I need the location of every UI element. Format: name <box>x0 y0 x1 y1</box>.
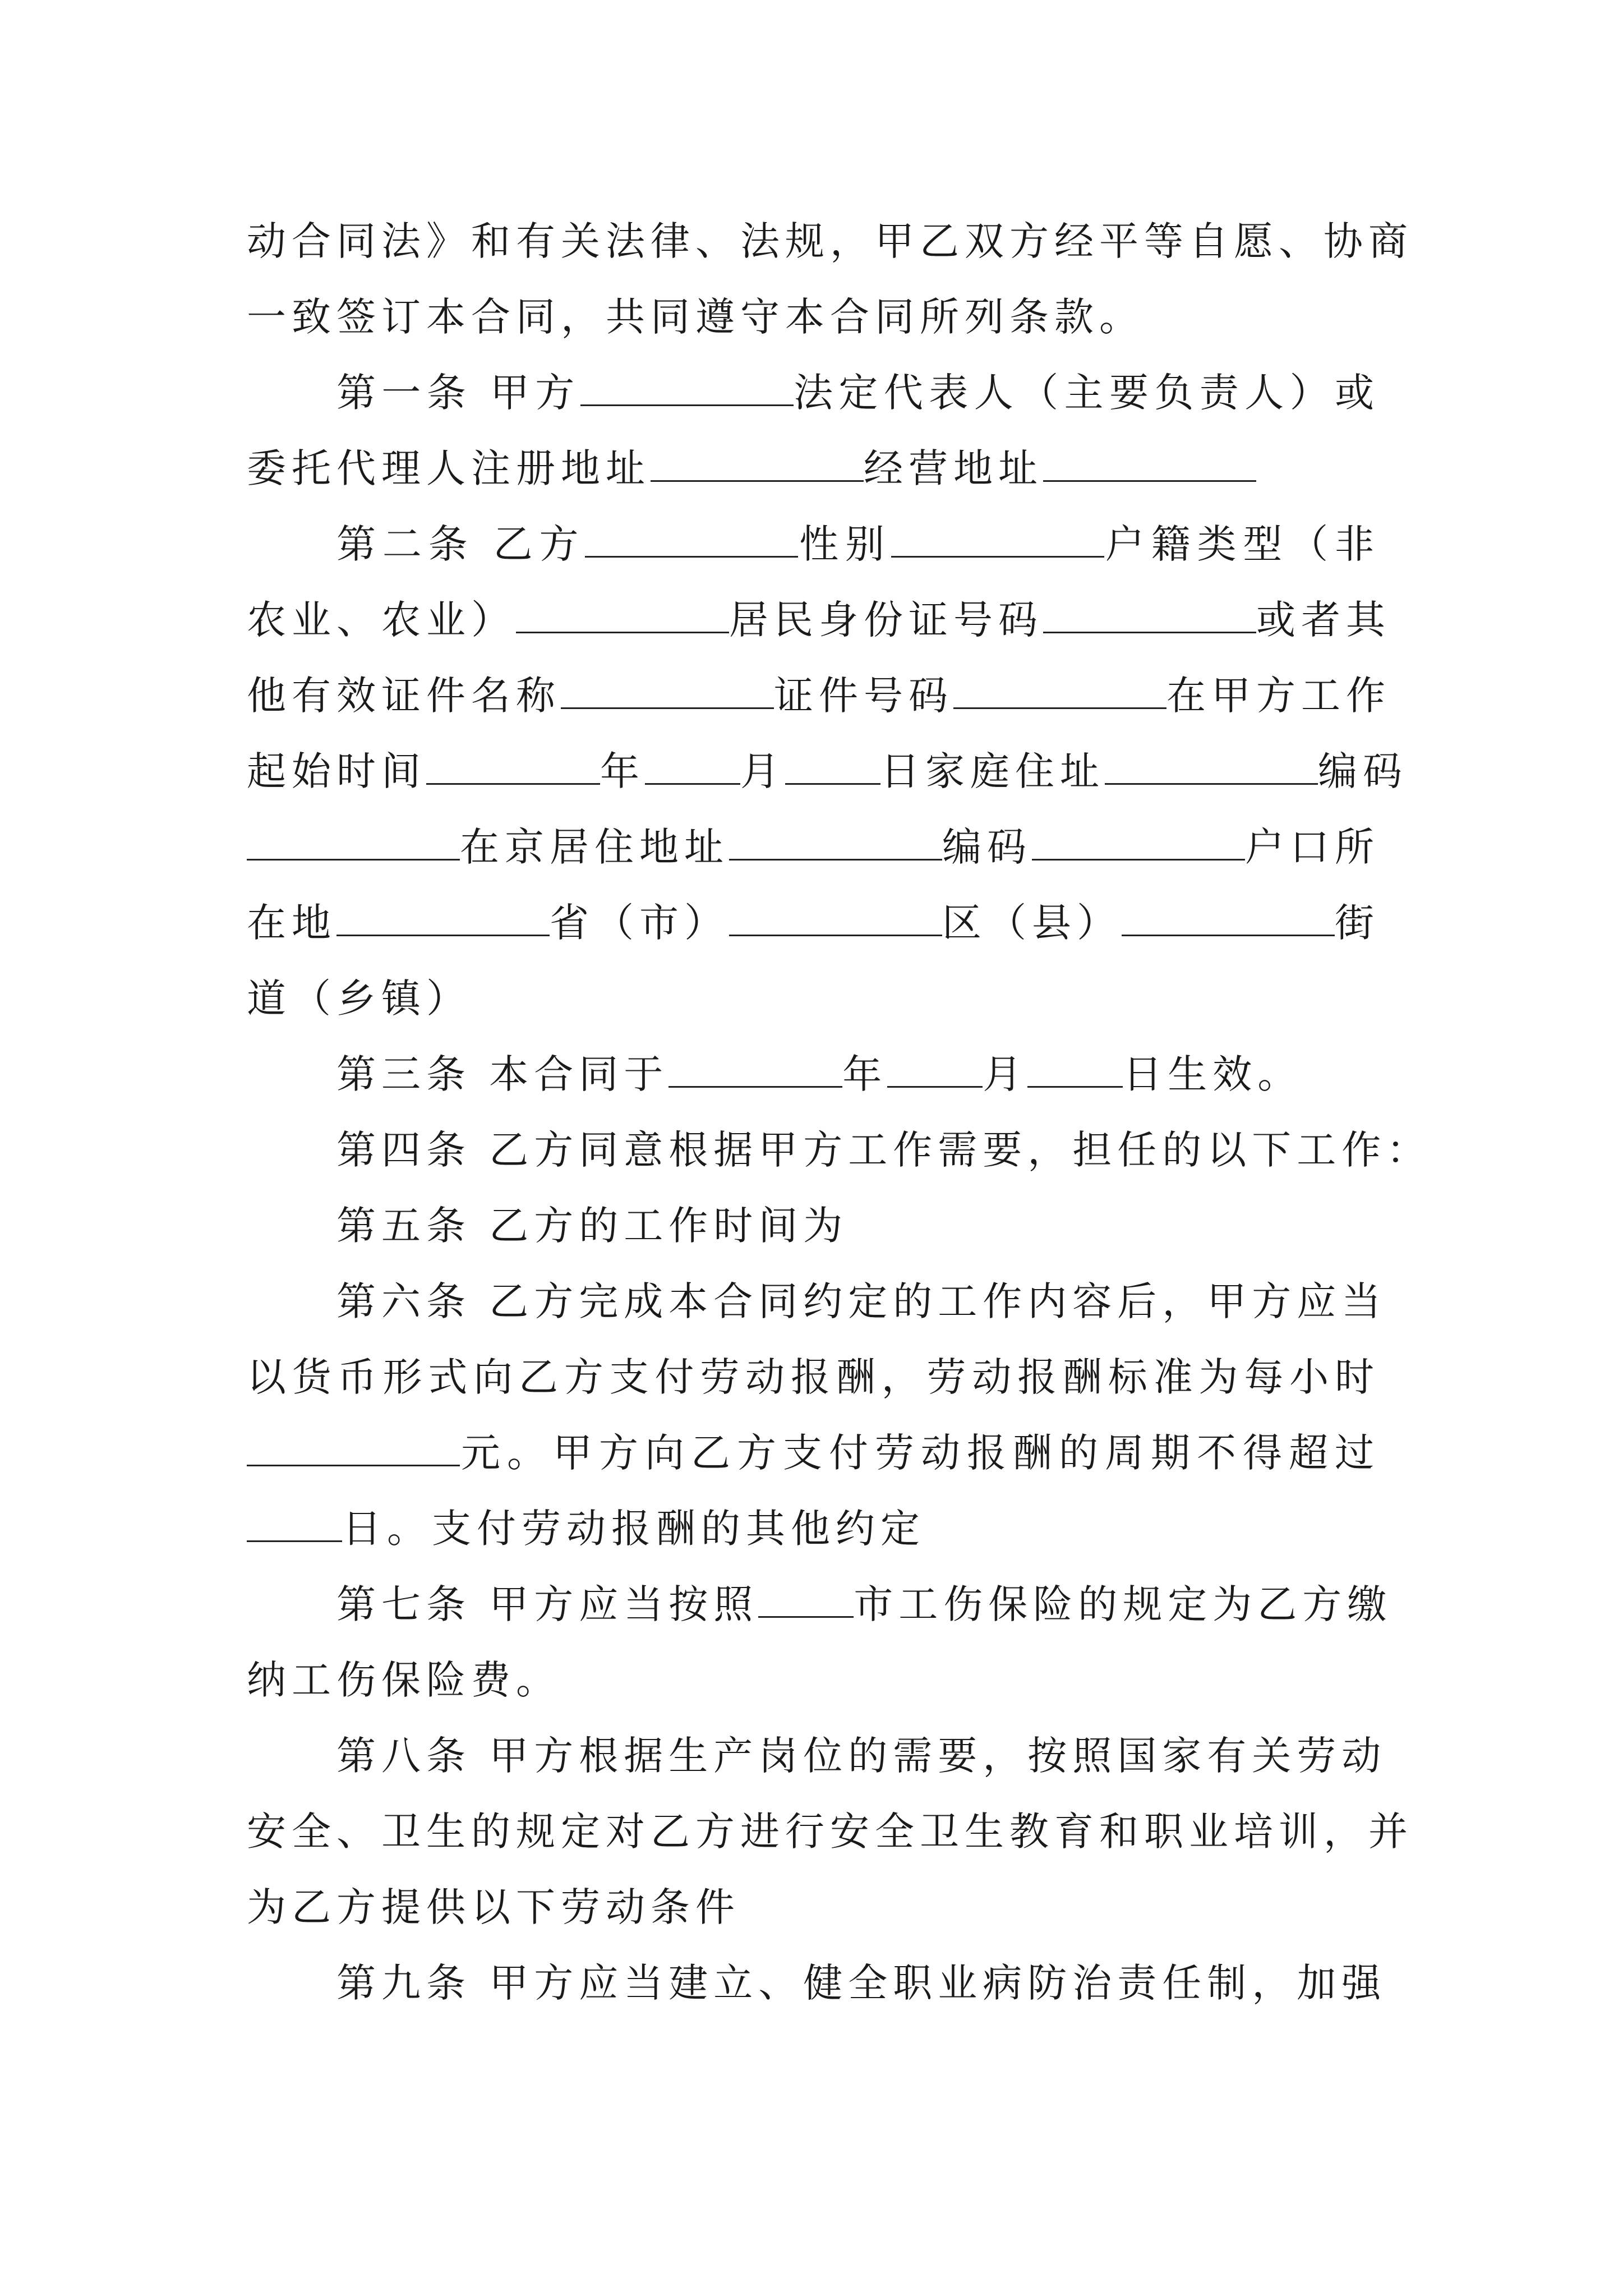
fill-blank[interactable] <box>758 1581 854 1618</box>
fill-blank[interactable] <box>891 521 1104 558</box>
text-line: 安全、卫生的规定对乙方进行安全卫生教育和职业培训，并 <box>247 1809 1413 1855</box>
article-1-line: 第一条 甲方 法定代表人（主要负责人）或 <box>336 370 1380 416</box>
text-line: 他有效证件名称 证件号码 在甲方工作 <box>247 673 1391 719</box>
fill-blank[interactable] <box>645 748 740 785</box>
article-8-line: 第八条 甲方根据生产岗位的需要，按照国家有关劳动 <box>336 1733 1387 1779</box>
text-line: 以货币形式向乙方支付劳动报酬，劳动报酬标准为每小时 <box>247 1354 1380 1400</box>
fill-blank[interactable] <box>1027 1051 1123 1088</box>
text-line: 动合同法》和有关法律、法规，甲乙双方经平等自愿、协商 <box>247 218 1413 264</box>
fill-blank[interactable] <box>1032 824 1245 861</box>
fill-blank[interactable] <box>516 597 729 633</box>
fill-blank[interactable] <box>729 824 942 861</box>
fill-blank[interactable] <box>247 1506 342 1542</box>
article-3-line: 第三条 本合同于 年 月 日生效。 <box>336 1051 1303 1097</box>
fill-blank[interactable] <box>1043 597 1256 633</box>
text-line: 在京居住地址 编码 户口所 <box>247 813 1380 881</box>
fill-blank[interactable] <box>580 370 794 406</box>
text-line: 一致签订本合同，共同遵守本合同所列条款。 <box>247 294 1144 340</box>
article-4-line: 第四条 乙方同意根据甲方工作需要，担任的以下工作： <box>336 1127 1432 1173</box>
fill-blank[interactable] <box>887 1051 983 1088</box>
text-line: 在地 省（市） 区（县） 街 <box>247 900 1380 946</box>
fill-blank[interactable] <box>336 900 550 936</box>
fill-blank[interactable] <box>1105 748 1318 785</box>
fill-blank[interactable] <box>1122 900 1335 936</box>
fill-blank[interactable] <box>1043 445 1256 482</box>
fill-blank[interactable] <box>651 445 864 482</box>
fill-blank[interactable] <box>426 748 600 785</box>
fill-blank[interactable] <box>785 748 880 785</box>
article-2-line: 第二条 乙方 性别 户籍类型（非 <box>336 521 1380 567</box>
fill-blank[interactable] <box>561 673 774 709</box>
text-line: 道（乡镇） <box>247 976 471 1022</box>
article-5-line: 第五条 乙方的工作时间为 <box>336 1203 849 1249</box>
text-line: 起始时间 年 月 日家庭住址 编码 <box>247 748 1408 794</box>
fill-blank[interactable] <box>247 1430 460 1466</box>
text-line: 为乙方提供以下劳动条件 <box>247 1884 740 1930</box>
article-9-line: 第九条 甲方应当建立、健全职业病防治责任制，加强 <box>336 1960 1387 2006</box>
fill-blank[interactable] <box>953 673 1166 709</box>
article-6-line: 第六条 乙方完成本合同约定的工作内容后，甲方应当 <box>336 1278 1387 1324</box>
fill-blank[interactable] <box>247 824 460 861</box>
text-line: 纳工伤保险费。 <box>247 1657 561 1703</box>
fill-blank[interactable] <box>668 1051 842 1088</box>
article-7-line: 第七条 甲方应当按照 市工伤保险的规定为乙方缴 <box>336 1581 1393 1627</box>
text-line: 元。甲方向乙方支付劳动报酬的周期不得超过 <box>247 1419 1380 1487</box>
text-line: 委托代理人注册地址 经营地址 <box>247 435 1380 502</box>
text-line: 农业、农业） 居民身份证号码 或者其 <box>247 597 1391 643</box>
fill-blank[interactable] <box>585 521 798 558</box>
text-line: 日。支付劳动报酬的其他约定 <box>247 1495 1380 1562</box>
fill-blank[interactable] <box>729 900 942 936</box>
